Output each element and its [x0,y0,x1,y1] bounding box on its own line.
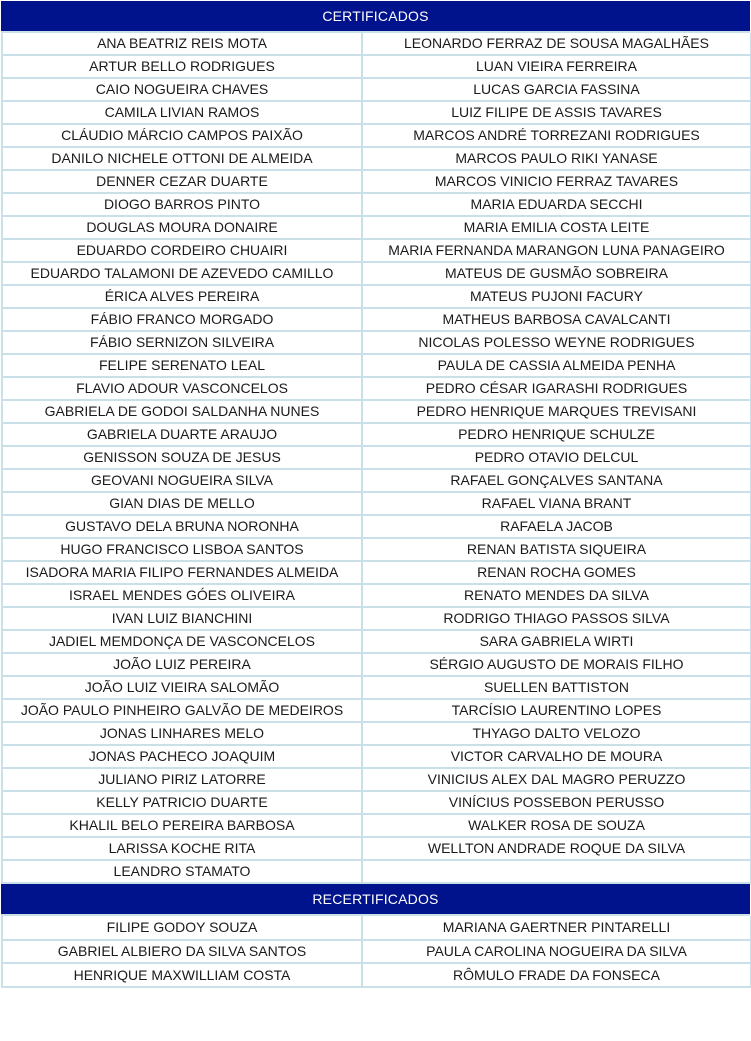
name-cell[interactable]: MARIANA GAERTNER PINTARELLI [362,916,751,940]
name-cell[interactable]: RAFAEL VIANA BRANT [362,492,751,515]
name-cell[interactable]: EDUARDO TALAMONI DE AZEVEDO CAMILLO [2,262,362,285]
table-row [2,469,751,492]
table-row [2,916,751,940]
name-cell[interactable]: MARCOS PAULO RIKI YANASE [362,147,751,170]
name-cell[interactable]: MARIA EMILIA COSTA LEITE [362,216,751,239]
name-cell[interactable]: MARIA FERNANDA MARANGON LUNA PANAGEIRO [362,239,751,262]
name-cell[interactable]: SUELLEN BATTISTON [362,676,751,699]
table-row [2,940,751,964]
name-cell[interactable]: KHALIL BELO PEREIRA BARBOSA [2,814,362,837]
name-cell[interactable]: RÔMULO FRADE DA FONSECA [362,963,751,987]
name-cell[interactable]: THYAGO DALTO VELOZO [362,722,751,745]
spreadsheet [1,1,750,988]
name-cell[interactable]: MATEUS PUJONI FACURY [362,285,751,308]
certificados-header[interactable] [1,1,750,33]
name-cell[interactable]: JADIEL MEMDONÇA DE VASCONCELOS [2,630,362,653]
name-cell[interactable]: WALKER ROSA DE SOUZA [362,814,751,837]
name-cell[interactable]: RENATO MENDES DA SILVA [362,584,751,607]
certificados-rows [2,33,751,883]
table-row [2,78,751,101]
name-cell[interactable]: ISADORA MARIA FILIPO FERNANDES ALMEIDA [2,561,362,584]
name-cell[interactable]: HUGO FRANCISCO LISBOA SANTOS [2,538,362,561]
table-row [2,33,751,55]
name-cell[interactable]: LUIZ FILIPE DE ASSIS TAVARES [362,101,751,124]
name-cell[interactable]: VINÍCIUS POSSEBON PERUSSO [362,791,751,814]
table-row [2,607,751,630]
table-row [2,55,751,78]
table-row [2,676,751,699]
table-row [2,963,751,987]
table-row [2,699,751,722]
name-cell[interactable]: FELIPE SERENATO LEAL [2,354,362,377]
table-row [2,538,751,561]
name-cell[interactable]: MATHEUS BARBOSA CAVALCANTI [362,308,751,331]
name-cell[interactable]: PEDRO HENRIQUE MARQUES TREVISANI [362,400,751,423]
table-row [2,768,751,791]
recertificados-table [1,916,751,988]
name-cell[interactable]: FLAVIO ADOUR VASCONCELOS [2,377,362,400]
name-cell[interactable]: PAULA CAROLINA NOGUEIRA DA SILVA [362,940,751,964]
recertificados-header[interactable] [1,884,750,916]
name-cell[interactable]: JULIANO PIRIZ LATORRE [2,768,362,791]
table-row [2,377,751,400]
name-cell[interactable]: ANA BEATRIZ REIS MOTA [2,33,362,55]
name-cell[interactable]: LEANDRO STAMATO [2,860,362,883]
name-cell[interactable]: RODRIGO THIAGO PASSOS SILVA [362,607,751,630]
name-cell[interactable]: RAFAELA JACOB [362,515,751,538]
name-cell[interactable]: ARTUR BELLO RODRIGUES [2,55,362,78]
table-row [2,791,751,814]
name-cell[interactable]: LEONARDO FERRAZ DE SOUSA MAGALHÃES [362,33,751,55]
table-row [2,308,751,331]
name-cell[interactable]: RENAN BATISTA SIQUEIRA [362,538,751,561]
table-row [2,147,751,170]
name-cell[interactable]: MARCOS VINICIO FERRAZ TAVARES [362,170,751,193]
name-cell[interactable]: ISRAEL MENDES GÓES OLIVEIRA [2,584,362,607]
name-cell[interactable]: LUAN VIEIRA FERREIRA [362,55,751,78]
name-cell[interactable]: PEDRO HENRIQUE SCHULZE [362,423,751,446]
table-row [2,492,751,515]
name-cell[interactable]: GUSTAVO DELA BRUNA NORONHA [2,515,362,538]
table-row [2,262,751,285]
table-row [2,630,751,653]
name-cell[interactable]: EDUARDO CORDEIRO CHUAIRI [2,239,362,262]
name-cell[interactable]: HENRIQUE MAXWILLIAM COSTA [2,963,362,987]
table-row [2,239,751,262]
name-cell[interactable]: VICTOR CARVALHO DE MOURA [362,745,751,768]
table-row [2,331,751,354]
name-cell[interactable]: JONAS LINHARES MELO [2,722,362,745]
certificados-table [1,33,751,884]
table-row [2,561,751,584]
table-row [2,837,751,860]
table-row [2,584,751,607]
name-cell[interactable]: FÁBIO FRANCO MORGADO [2,308,362,331]
name-cell[interactable]: ÉRICA ALVES PEREIRA [2,285,362,308]
table-row [2,446,751,469]
name-cell[interactable]: CLÁUDIO MÁRCIO CAMPOS PAIXÃO [2,124,362,147]
name-cell[interactable]: GABRIELA DE GODOI SALDANHA NUNES [2,400,362,423]
name-cell[interactable]: MATEUS DE GUSMÃO SOBREIRA [362,262,751,285]
name-cell[interactable]: PAULA DE CASSIA ALMEIDA PENHA [362,354,751,377]
name-cell[interactable]: CAIO NOGUEIRA CHAVES [2,78,362,101]
name-cell[interactable] [362,860,751,883]
table-row [2,860,751,883]
table-row [2,354,751,377]
name-cell[interactable]: KELLY PATRICIO DUARTE [2,791,362,814]
name-cell[interactable]: DOUGLAS MOURA DONAIRE [2,216,362,239]
name-cell[interactable]: VINICIUS ALEX DAL MAGRO PERUZZO [362,768,751,791]
table-row [2,124,751,147]
name-cell[interactable]: DANILO NICHELE OTTONI DE ALMEIDA [2,147,362,170]
name-cell[interactable]: JOÃO PAULO PINHEIRO GALVÃO DE MEDEIROS [2,699,362,722]
table-row [2,193,751,216]
table-row [2,101,751,124]
table-row [2,745,751,768]
name-cell[interactable]: PEDRO OTAVIO DELCUL [362,446,751,469]
name-cell[interactable]: DIOGO BARROS PINTO [2,193,362,216]
recertificados-rows [2,916,751,987]
table-row [2,285,751,308]
name-cell[interactable]: GIAN DIAS DE MELLO [2,492,362,515]
table-row [2,653,751,676]
name-cell[interactable]: SÉRGIO AUGUSTO DE MORAIS FILHO [362,653,751,676]
name-cell[interactable]: RAFAEL GONÇALVES SANTANA [362,469,751,492]
name-cell[interactable]: IVAN LUIZ BIANCHINI [2,607,362,630]
table-row [2,170,751,193]
name-cell[interactable]: RENAN ROCHA GOMES [362,561,751,584]
name-cell[interactable]: JONAS PACHECO JOAQUIM [2,745,362,768]
name-cell[interactable]: GEOVANI NOGUEIRA SILVA [2,469,362,492]
name-cell[interactable]: DENNER CEZAR DUARTE [2,170,362,193]
name-cell[interactable]: TARCÍSIO LAURENTINO LOPES [362,699,751,722]
name-cell[interactable]: CAMILA LIVIAN RAMOS [2,101,362,124]
recertificados-title: RECERTIFICADOS [312,891,439,908]
name-cell[interactable]: MARCOS ANDRÉ TORREZANI RODRIGUES [362,124,751,147]
table-row [2,515,751,538]
table-row [2,400,751,423]
name-cell[interactable]: MARIA EDUARDA SECCHI [362,193,751,216]
certificados-title: CERTIFICADOS [322,8,429,24]
name-cell[interactable]: LARISSA KOCHE RITA [2,837,362,860]
name-cell[interactable]: PEDRO CÉSAR IGARASHI RODRIGUES [362,377,751,400]
table-row [2,216,751,239]
name-cell[interactable]: NICOLAS POLESSO WEYNE RODRIGUES [362,331,751,354]
table-row [2,722,751,745]
name-cell[interactable]: WELLTON ANDRADE ROQUE DA SILVA [362,837,751,860]
table-row [2,423,751,446]
name-cell[interactable]: GABRIELA DUARTE ARAUJO [2,423,362,446]
table-row [2,814,751,837]
name-cell[interactable]: FILIPE GODOY SOUZA [2,916,362,940]
name-cell[interactable]: JOÃO LUIZ VIEIRA SALOMÃO [2,676,362,699]
name-cell[interactable]: GENISSON SOUZA DE JESUS [2,446,362,469]
name-cell[interactable]: FÁBIO SERNIZON SILVEIRA [2,331,362,354]
name-cell[interactable]: LUCAS GARCIA FASSINA [362,78,751,101]
name-cell[interactable]: SARA GABRIELA WIRTI [362,630,751,653]
name-cell[interactable]: GABRIEL ALBIERO DA SILVA SANTOS [2,940,362,964]
name-cell[interactable]: JOÃO LUIZ PEREIRA [2,653,362,676]
